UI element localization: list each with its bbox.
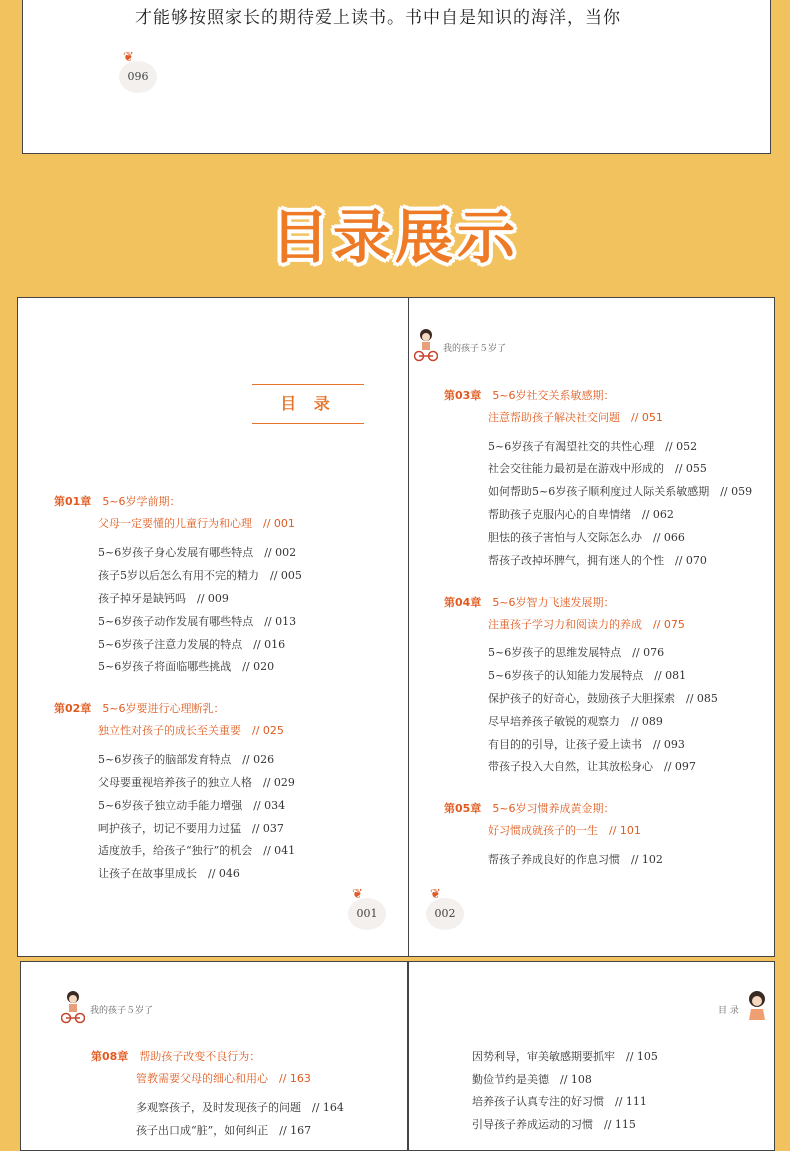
kid-on-bike-icon	[61, 990, 85, 1024]
toc-item: 如何帮助5~6岁孩子顺利度过人际关系敏感期 // 059	[488, 485, 753, 498]
chapter-heading	[444, 594, 615, 610]
chapter-heading	[444, 387, 615, 403]
toc-item: 孩子5岁以后怎么有用不完的精力 // 005	[98, 569, 302, 582]
chapter-subtitle: 独立性对孩子的成长至关重要 // 025	[98, 724, 284, 737]
toc-item: 5~6岁孩子的脑部发育特点 // 026	[98, 753, 275, 766]
leaf-icon: ❦	[352, 887, 363, 902]
toc-item: 5~6岁孩子的思维发展特点 // 076	[488, 646, 665, 659]
leaf-icon: ❦	[430, 887, 441, 902]
toc-item: 多观察孩子，及时发现孩子的问题 // 164	[136, 1101, 344, 1114]
toc-item: 勤俭节约是美德 // 108	[472, 1073, 592, 1086]
chapter-title: 5~6岁学前期：	[102, 495, 181, 508]
running-header: 我的孩子５岁了	[443, 344, 507, 354]
page-number	[426, 887, 464, 930]
chapter-number: 第03章	[444, 389, 482, 402]
chapter-heading	[54, 493, 181, 509]
page-number-text: 096	[127, 70, 149, 83]
chapter-title: 5~6岁要进行心理断乳：	[102, 702, 225, 715]
chapter-title: 5~6岁智力飞速发展期：	[492, 596, 615, 609]
chapter-subtitle: 注意帮助孩子解决社交问题 // 051	[488, 411, 663, 424]
toc-item: 5~6岁孩子独立动手能力增强 // 034	[98, 799, 286, 812]
chapter-number: 第02章	[54, 702, 92, 715]
toc-item: 5~6岁孩子注意力发展的特点 // 016	[98, 638, 286, 651]
chapter-heading	[54, 700, 225, 716]
toc-item: 保护孩子的好奇心，鼓励孩子大胆探索 // 085	[488, 692, 718, 705]
chapter-number: 第01章	[54, 495, 92, 508]
chapter-number: 第05章	[444, 802, 482, 815]
section-heading-wrap	[0, 190, 790, 274]
toc-item: 胆怯的孩子害怕与人交际怎么办 // 066	[488, 531, 685, 544]
toc-item: 帮助孩子克服内心的自卑情绪 // 062	[488, 508, 674, 521]
chapter-heading	[444, 800, 615, 816]
chapter-title: 5~6岁习惯养成黄金期：	[492, 802, 615, 815]
toc-item: 孩子掉牙是缺钙吗 // 009	[98, 592, 229, 605]
page-number	[348, 887, 386, 930]
toc-item: 帮孩子养成良好的作息习惯 // 102	[488, 853, 663, 866]
toc-item: 孩子出口成“脏”，如何纠正 // 167	[136, 1124, 312, 1137]
running-header: 目 录	[718, 1006, 739, 1016]
chapter-subtitle: 好习惯成就孩子的一生 // 101	[488, 824, 641, 837]
girl-icon	[745, 990, 769, 1024]
body-text: 才能够按照家长的期待爱上读书。书中自是知识的海洋，当你	[135, 8, 621, 28]
toc-item: 社会交往能力最初是在游戏中形成的 // 055	[488, 462, 707, 475]
chapter-title: 5~6岁社交关系敏感期：	[492, 389, 615, 402]
toc-item: 培养孩子认真专注的好习惯 // 111	[472, 1095, 647, 1108]
running-header: 我的孩子５岁了	[90, 1006, 154, 1016]
toc-item: 适度放手，给孩子“独行”的机会 // 041	[98, 844, 296, 857]
toc-item: 让孩子在故事里成长 // 046	[98, 867, 240, 880]
toc-item: 引导孩子养成运动的习惯 // 115	[472, 1118, 636, 1131]
page-number	[119, 50, 157, 93]
chapter-title: 帮助孩子改变不良行为：	[139, 1050, 261, 1063]
toc-item: 带孩子投入大自然，让其放松身心 // 097	[488, 760, 696, 773]
chapter-number: 第04章	[444, 596, 482, 609]
toc-item: 呵护孩子，切记不要用力过猛 // 037	[98, 822, 284, 835]
kid-on-bike-icon	[414, 328, 438, 362]
chapter-subtitle: 父母一定要懂的儿童行为和心理 // 001	[98, 517, 295, 530]
page-number-text: 001	[356, 907, 378, 920]
toc-item: 5~6岁孩子有渴望社交的共性心理 // 052	[488, 440, 698, 453]
toc-item: 父母要重视培养孩子的独立人格 // 029	[98, 776, 295, 789]
toc-item: 5~6岁孩子身心发展有哪些特点 // 002	[98, 546, 297, 559]
chapter-number: 第08章	[91, 1050, 129, 1063]
leaf-icon: ❦	[123, 50, 134, 65]
page-number-text: 002	[434, 907, 456, 920]
toc-item: 5~6岁孩子将面临哪些挑战 // 020	[98, 660, 275, 673]
toc-item: 5~6岁孩子动作发展有哪些特点 // 013	[98, 615, 297, 628]
chapter-subtitle: 管教需要父母的细心和用心 // 163	[136, 1072, 311, 1085]
toc-item: 因势利导，审美敏感期要抓牢 // 105	[472, 1050, 658, 1063]
chapter-subtitle: 注重孩子学习力和阅读力的养成 // 075	[488, 618, 685, 631]
previous-page	[22, 0, 771, 154]
chapter-heading	[91, 1048, 260, 1064]
toc-item: 有目的的引导，让孩子爱上读书 // 093	[488, 738, 685, 751]
section-heading: 目录展示	[270, 203, 519, 271]
toc-item: 尽早培养孩子敏锐的观察力 // 089	[488, 715, 663, 728]
toc-item: 帮孩子改掉坏脾气，拥有迷人的个性 // 070	[488, 554, 707, 567]
toc-title: 目 录	[252, 384, 364, 424]
toc-item: 5~6岁孩子的认知能力发展特点 // 081	[488, 669, 687, 682]
